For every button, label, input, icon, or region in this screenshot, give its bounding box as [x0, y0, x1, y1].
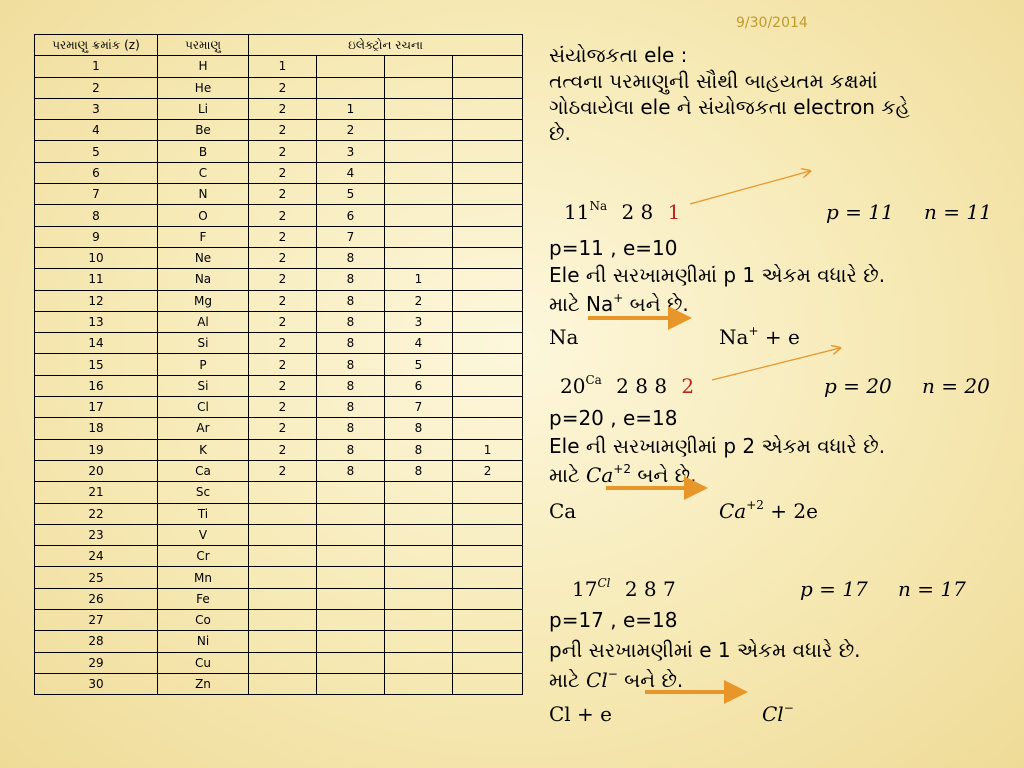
cell-shell-l: 8: [317, 247, 385, 268]
cell-shell-l: 8: [317, 439, 385, 460]
cell-atomic-number: 4: [35, 120, 158, 141]
cl-ion-sup: −: [607, 667, 618, 681]
cell-atomic-number: 12: [35, 290, 158, 311]
cell-shell-n: 1: [453, 439, 523, 460]
ca-symbol: Ca: [585, 373, 602, 387]
cell-atomic-number: 21: [35, 482, 158, 503]
cell-element: Fe: [158, 588, 249, 609]
cl-ion-suffix: બને છે.: [617, 668, 684, 692]
cell-atomic-number: 10: [35, 247, 158, 268]
cell-element: Al: [158, 311, 249, 332]
cell-shell-k: 2: [249, 290, 317, 311]
ca-eq-right-sup: +2: [746, 498, 764, 512]
cell-shell-m: 7: [385, 397, 453, 418]
cell-shell-l: 8: [317, 333, 385, 354]
ca-valence-arrow: [712, 348, 840, 380]
ca-eq-left: Ca: [549, 499, 577, 523]
header-atomic-number: પરમાણુ ક્રમાંક (z): [35, 35, 158, 56]
na-pe: p=11 , e=10: [549, 236, 678, 260]
cell-shell-k: 2: [249, 162, 317, 183]
cell-shell-l: 8: [317, 375, 385, 396]
cell-shell-l: 8: [317, 460, 385, 481]
slide-date: 9/30/2014: [736, 15, 808, 31]
cell-element: Mn: [158, 567, 249, 588]
na-n-label: n = 11: [924, 200, 992, 224]
cell-shell-n: 2: [453, 460, 523, 481]
cell-element: Ca: [158, 460, 249, 481]
cl-number: 17: [572, 577, 598, 601]
cell-element: K: [158, 439, 249, 460]
cell-shell-k: 2: [249, 120, 317, 141]
cell-shell-k: 2: [249, 77, 317, 98]
cell-element: Cu: [158, 652, 249, 673]
cell-shell-m: 1: [385, 269, 453, 290]
cell-shell-l: 1: [317, 98, 385, 119]
cell-atomic-number: 23: [35, 524, 158, 545]
na-ion-suffix: બને છે.: [623, 292, 689, 316]
ca-ion: Ca: [586, 463, 614, 487]
ca-n-label: n = 20: [922, 374, 990, 398]
na-eq-right: Na: [719, 325, 749, 349]
cl-compare: pની સરખામણીમાં e 1 એકમ વધારે છે.: [549, 638, 861, 662]
cell-atomic-number: 18: [35, 418, 158, 439]
cell-shell-m: 8: [385, 439, 453, 460]
cell-shell-l: 8: [317, 311, 385, 332]
ca-pe: p=20 , e=18: [549, 406, 678, 430]
cell-shell-k: 2: [249, 141, 317, 162]
cell-element: Si: [158, 333, 249, 354]
cell-atomic-number: 25: [35, 567, 158, 588]
cell-atomic-number: 29: [35, 652, 158, 673]
cell-shell-k: 2: [249, 205, 317, 226]
cell-element: C: [158, 162, 249, 183]
cell-element: Cl: [158, 397, 249, 418]
cell-element: Sc: [158, 482, 249, 503]
ca-eq-right: Ca: [719, 499, 747, 523]
cell-element: O: [158, 205, 249, 226]
cell-shell-k: 2: [249, 333, 317, 354]
cell-element: N: [158, 184, 249, 205]
cl-symbol: Cl: [597, 576, 611, 590]
cell-shell-l: 8: [317, 397, 385, 418]
intro-line-2: ગોઠવાયેલા ele ને સંયોજકતા electron કહે: [549, 95, 910, 119]
cell-element: Ni: [158, 631, 249, 652]
cell-shell-k: 2: [249, 460, 317, 481]
cell-shell-k: 2: [249, 354, 317, 375]
cell-element: B: [158, 141, 249, 162]
cell-shell-k: 2: [249, 184, 317, 205]
header-electron-configuration: ઇલેક્ટ્રોન રચના: [249, 35, 523, 56]
cell-shell-m: 8: [385, 418, 453, 439]
ca-eq-tail: + 2e: [763, 499, 818, 523]
cell-element: F: [158, 226, 249, 247]
cell-shell-k: 2: [249, 247, 317, 268]
cell-atomic-number: 14: [35, 333, 158, 354]
cell-shell-l: 6: [317, 205, 385, 226]
cell-atomic-number: 28: [35, 631, 158, 652]
cell-shell-k: 2: [249, 375, 317, 396]
ca-ion-suffix: બને છે.: [630, 463, 697, 487]
na-eq-left: Na: [549, 325, 579, 349]
cell-atomic-number: 17: [35, 397, 158, 418]
cell-element: Be: [158, 120, 249, 141]
cell-element: Ar: [158, 418, 249, 439]
cell-element: Ti: [158, 503, 249, 524]
ca-therefore: માટે: [549, 463, 580, 487]
cell-atomic-number: 13: [35, 311, 158, 332]
cell-element: Na: [158, 269, 249, 290]
cell-atomic-number: 9: [35, 226, 158, 247]
cell-shell-m: 3: [385, 311, 453, 332]
cell-shell-k: 1: [249, 56, 317, 77]
cell-atomic-number: 30: [35, 673, 158, 694]
cell-atomic-number: 5: [35, 141, 158, 162]
cell-shell-k: 2: [249, 397, 317, 418]
ca-compare: Ele ની સરખામણીમાં p 2 એકમ વધારે છે.: [549, 434, 886, 458]
intro-line-3: છે.: [549, 121, 571, 145]
cell-element: Mg: [158, 290, 249, 311]
na-number: 11: [564, 200, 590, 224]
na-therefore: માટે Na: [549, 292, 614, 316]
cl-eq-right-sup: −: [783, 701, 794, 715]
cell-element: V: [158, 524, 249, 545]
cell-shell-m: 5: [385, 354, 453, 375]
ca-p-label: p = 20: [824, 374, 892, 398]
cell-shell-l: 4: [317, 162, 385, 183]
cell-element: Zn: [158, 673, 249, 694]
cell-shell-l: 7: [317, 226, 385, 247]
cell-atomic-number: 2: [35, 77, 158, 98]
cell-shell-k: 2: [249, 311, 317, 332]
na-ion-sup: +: [613, 291, 624, 305]
na-valence: 1: [667, 200, 681, 224]
cell-element: H: [158, 56, 249, 77]
cell-shell-m: 4: [385, 333, 453, 354]
cell-atomic-number: 22: [35, 503, 158, 524]
cell-atomic-number: 24: [35, 546, 158, 567]
cl-config: 2 8 7: [624, 577, 676, 601]
ca-config: 2 8 8: [616, 374, 668, 398]
cell-atomic-number: 3: [35, 98, 158, 119]
cell-shell-l: 3: [317, 141, 385, 162]
cell-shell-k: 2: [249, 269, 317, 290]
cell-shell-k: 2: [249, 418, 317, 439]
cell-element: Ne: [158, 247, 249, 268]
cell-shell-l: 5: [317, 184, 385, 205]
intro-line-1: તત્વના પરમાણુની સૌથી બાહયતમ કક્ષમાં: [549, 69, 878, 93]
cell-element: Si: [158, 375, 249, 396]
cell-atomic-number: 15: [35, 354, 158, 375]
ca-ion-sup: +2: [613, 462, 631, 476]
cell-shell-l: 8: [317, 354, 385, 375]
intro-title: સંયોજકતા ele :: [549, 43, 688, 67]
cell-atomic-number: 19: [35, 439, 158, 460]
na-valence-arrow: [690, 171, 810, 204]
cell-atomic-number: 27: [35, 610, 158, 631]
cell-shell-l: 8: [317, 269, 385, 290]
na-symbol: Na: [589, 199, 608, 213]
cell-shell-k: 2: [249, 439, 317, 460]
cell-shell-k: 2: [249, 98, 317, 119]
cell-shell-l: 8: [317, 418, 385, 439]
cl-ion: Cl: [586, 668, 608, 692]
cell-shell-m: 2: [385, 290, 453, 311]
cell-element: Cr: [158, 546, 249, 567]
cell-element: He: [158, 77, 249, 98]
cell-shell-l: 2: [317, 120, 385, 141]
cell-atomic-number: 6: [35, 162, 158, 183]
na-eq-right-sup: +: [748, 324, 759, 338]
cl-eq-right: Cl: [762, 702, 784, 726]
ca-valence: 2: [681, 374, 695, 398]
na-eq-tail: + e: [758, 325, 800, 349]
cl-n-label: n = 17: [898, 577, 966, 601]
cell-atomic-number: 26: [35, 588, 158, 609]
cl-pe: p=17 , e=18: [549, 608, 678, 632]
na-config: 2 8: [621, 200, 654, 224]
cl-therefore: માટે: [549, 668, 580, 692]
cell-element: Li: [158, 98, 249, 119]
cell-atomic-number: 7: [35, 184, 158, 205]
cell-element: Co: [158, 610, 249, 631]
na-compare: Ele ની સરખામણીમાં p 1 એકમ વધારે છે.: [549, 263, 886, 287]
cell-shell-l: 8: [317, 290, 385, 311]
ca-number: 20: [560, 374, 586, 398]
cell-atomic-number: 8: [35, 205, 158, 226]
na-p-label: p = 11: [826, 200, 894, 224]
cell-element: P: [158, 354, 249, 375]
cell-atomic-number: 20: [35, 460, 158, 481]
cell-atomic-number: 1: [35, 56, 158, 77]
cell-shell-m: 8: [385, 460, 453, 481]
cl-p-label: p = 17: [800, 577, 868, 601]
cl-eq-left: Cl + e: [549, 702, 613, 726]
cell-shell-k: 2: [249, 226, 317, 247]
cell-shell-m: 6: [385, 375, 453, 396]
cell-atomic-number: 11: [35, 269, 158, 290]
cell-atomic-number: 16: [35, 375, 158, 396]
header-atom: પરમાણુ: [158, 35, 249, 56]
